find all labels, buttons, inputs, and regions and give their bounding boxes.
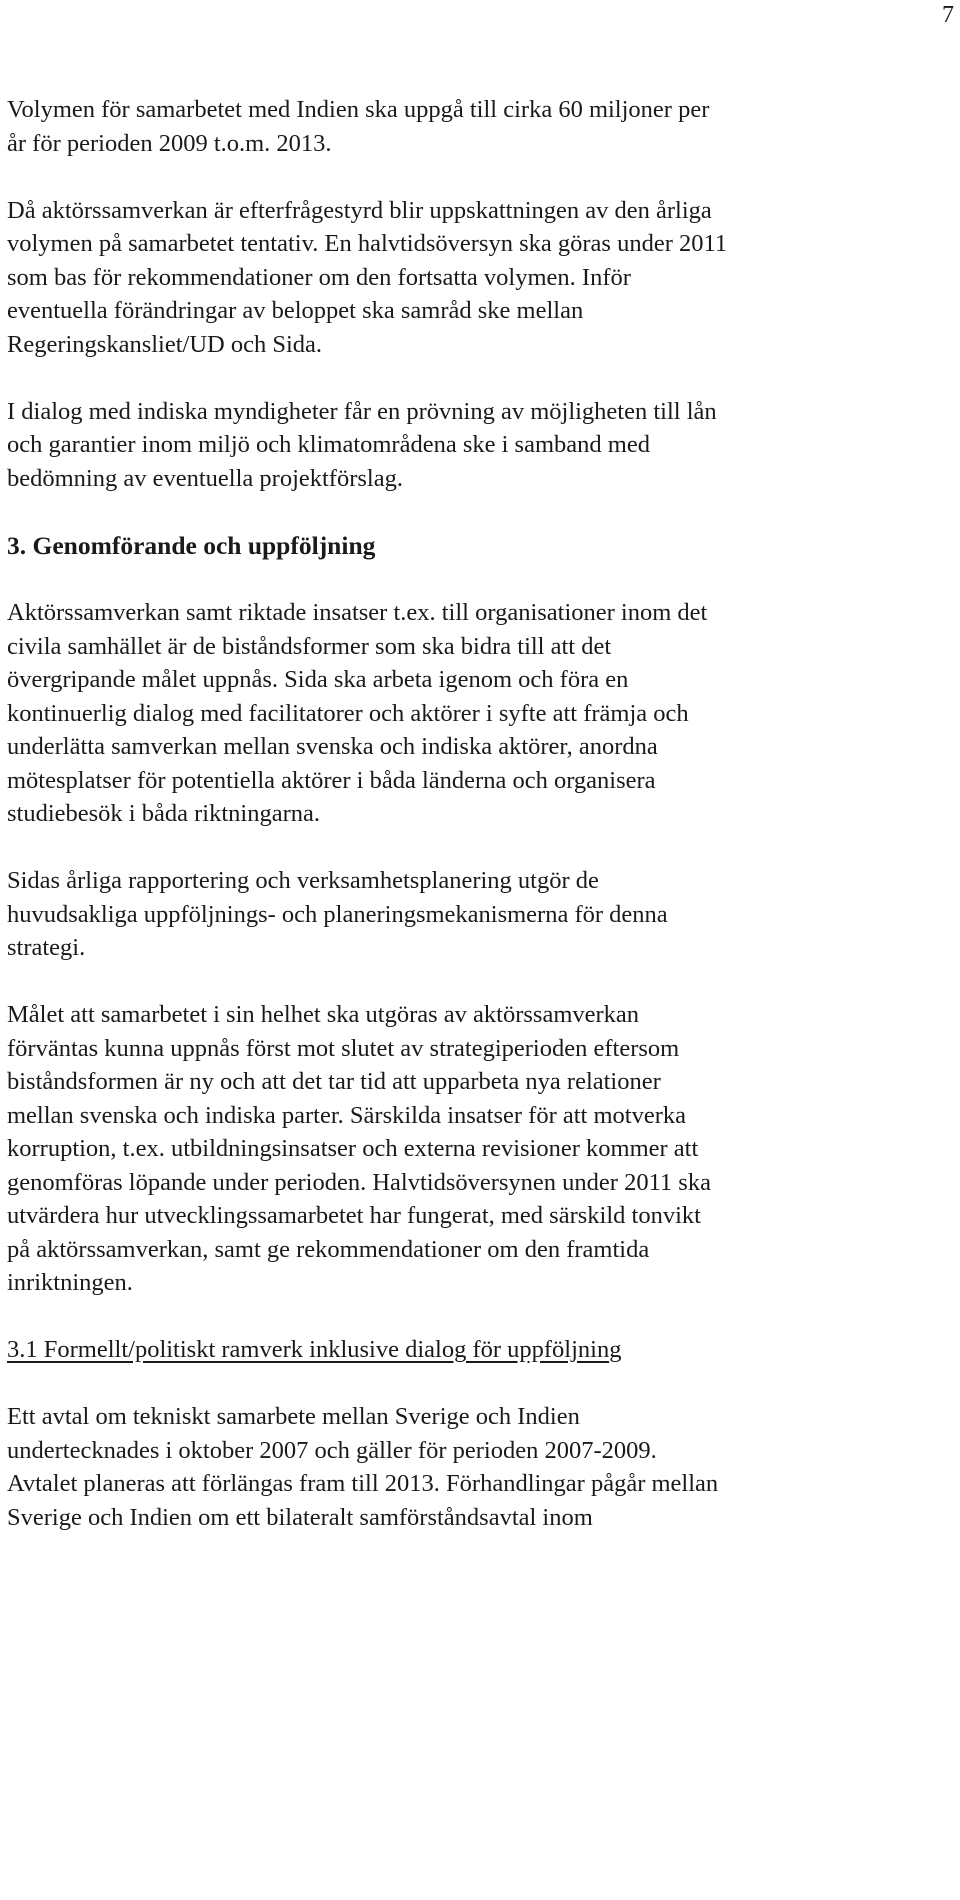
text-line: I dialog med indiska myndigheter får en prövning av möjligheten till lån bbox=[7, 397, 717, 425]
text-line: eventuella förändringar av beloppet ska samråd ske mellan bbox=[7, 297, 584, 324]
paragraph-reporting bbox=[7, 864, 952, 965]
text-line: studiebesök i båda riktningarna. bbox=[7, 800, 320, 827]
text-line: Volymen för samarbetet med Indien ska uppgå till cirka 60 miljoner per bbox=[7, 96, 710, 123]
paragraph-dialog bbox=[7, 395, 952, 496]
text-line: huvudsakliga uppföljnings- och planeringsmekanismerna för denna bbox=[7, 900, 668, 928]
text-line: utvärdera hur utvecklingssamarbetet har fungerat, med särskild tonvikt bbox=[7, 1202, 701, 1229]
text-line: Aktörssamverkan samt riktade insatser t.ex. till organisationer inom det bbox=[7, 599, 708, 626]
paragraph-goal bbox=[7, 998, 952, 1300]
page-number: 7 bbox=[942, 2, 954, 28]
text-line: förväntas kunna uppnås först mot slutet av strategiperioden eftersom bbox=[7, 1034, 680, 1062]
text-line: strategi. bbox=[7, 934, 86, 961]
text-line: Sidas årliga rapportering och verksamhetsplanering utgör de bbox=[7, 867, 599, 894]
document-body bbox=[7, 93, 952, 1568]
text-line: mellan svenska och indiska parter. Särskilda insatser för att motverka bbox=[7, 1101, 687, 1129]
paragraph-actor-cooperation bbox=[7, 596, 952, 831]
text-line: år för perioden 2009 t.o.m. 2013. bbox=[7, 129, 332, 157]
text-line: volymen på samarbetet tentativ. En halvtidsöversyn ska göras under 2011 bbox=[7, 230, 728, 257]
text-line: och garantier inom miljö och klimatområdena ske i samband med bbox=[7, 431, 650, 458]
text-line: underlätta samverkan mellan svenska och indiska aktörer, anordna bbox=[7, 733, 658, 760]
text-line: genomföras löpande under perioden. Halvtidsöversynen under 2011 ska bbox=[7, 1168, 711, 1196]
paragraph-volume bbox=[7, 93, 952, 160]
text-line: Sverige och Indien om ett bilateralt samförståndsavtal inom bbox=[7, 1503, 593, 1531]
text-line: inriktningen. bbox=[7, 1269, 133, 1296]
text-line: Då aktörssamverkan är efterfrågestyrd blir uppskattningen av den årliga bbox=[7, 196, 712, 224]
section-heading-3: 3. Genomförande och uppföljning bbox=[7, 530, 376, 560]
text-line: mötesplatser för potentiella aktörer i båda länderna och organisera bbox=[7, 766, 656, 794]
text-line: Ett avtal om tekniskt samarbete mellan Sverige och Indien bbox=[7, 1403, 580, 1430]
text-line: biståndsformen är ny och att det tar tid att upparbeta nya relationer bbox=[7, 1068, 661, 1095]
text-line: kontinuerlig dialog med facilitatorer och aktörer i syfte att främja och bbox=[7, 699, 689, 727]
text-line: civila samhället är de biståndsformer som ska bidra till att det bbox=[7, 632, 612, 660]
section-heading-3-1 bbox=[7, 1333, 952, 1367]
text-line: Målet att samarbetet i sin helhet ska utgöras av aktörssamverkan bbox=[7, 1001, 640, 1028]
text-line: som bas för rekommendationer om den fortsatta volymen. Inför bbox=[7, 263, 631, 291]
section-heading-3-1-text: 3.1 Formellt/politiskt ramverk inklusive dialog för uppföljning bbox=[7, 1336, 622, 1363]
text-line: bedömning av eventuella projektförslag. bbox=[7, 464, 403, 492]
text-line: undertecknades i oktober 2007 och gäller för perioden 2007-2009. bbox=[7, 1436, 657, 1464]
text-line: övergripande målet uppnås. Sida ska arbeta igenom och föra en bbox=[7, 666, 629, 693]
paragraph-tentative-volume bbox=[7, 194, 952, 362]
paragraph-agreement bbox=[7, 1400, 952, 1534]
text-line: korruption, t.ex. utbildningsinsatser och externa revisioner kommer att bbox=[7, 1135, 699, 1162]
text-line: Avtalet planeras att förlängas fram till 2013. Förhandlingar pågår mellan bbox=[7, 1470, 719, 1497]
text-line: Regeringskansliet/UD och Sida. bbox=[7, 330, 323, 358]
text-line: på aktörssamverkan, samt ge rekommendationer om den framtida bbox=[7, 1235, 650, 1263]
